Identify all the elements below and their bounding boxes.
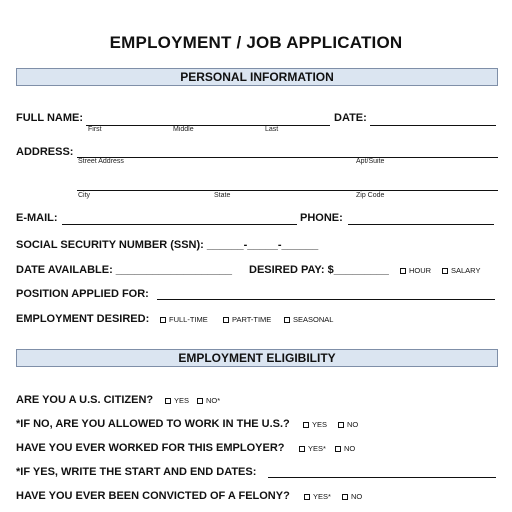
felony-no-checkbox[interactable] [342,494,348,500]
part-time-option[interactable] [223,315,271,324]
city-state-zip-field[interactable] [77,190,498,191]
work-auth-no-checkbox[interactable] [338,422,344,428]
citizen-yes-checkbox[interactable] [165,398,171,404]
start-end-dates-label: *IF YES, WRITE THE START AND END DATES: [16,466,257,478]
citizen-question: ARE YOU A U.S. CITIZEN? [16,394,154,406]
felony-yes-checkbox[interactable] [304,494,310,500]
felony-question: HAVE YOU EVER BEEN CONVICTED OF A FELONY? [16,490,290,502]
desired-pay-label[interactable]: DESIRED PAY: $_________ [249,264,389,276]
felony-yes-option[interactable] [304,492,331,501]
felony-yes-label: YES* [313,492,331,501]
work-auth-no-label: NO [347,420,359,429]
full-time-option-label: FULL-TIME [169,315,208,324]
seasonal-checkbox[interactable] [284,317,290,323]
position-label: POSITION APPLIED FOR: [16,288,149,300]
part-time-checkbox[interactable] [223,317,229,323]
citizen-no-checkbox[interactable] [197,398,203,404]
email-field[interactable] [62,224,297,225]
street-address-caption: Street Address [78,158,124,165]
salary-option[interactable] [442,266,480,275]
phone-field[interactable] [348,224,494,225]
felony-no-label: NO [351,492,363,501]
city-caption: City [78,192,91,199]
full-name-label: FULL NAME: [16,112,84,124]
state-caption: State [214,192,231,199]
salary-option-label: SALARY [451,266,481,275]
ssn-label[interactable]: SOCIAL SECURITY NUMBER (SSN): ______-_____-______ [16,239,319,251]
work-auth-yes-checkbox[interactable] [303,422,309,428]
street-address-field[interactable] [77,157,498,158]
salary-checkbox[interactable] [442,268,448,274]
section-header-personal: PERSONAL INFORMATION [16,68,498,86]
date-label: DATE: [334,112,367,124]
email-label: E-MAIL: [16,212,58,224]
worked-before-yes-label: YES* [308,444,326,453]
seasonal-option[interactable] [284,315,333,324]
date-available-label[interactable]: DATE AVAILABLE: ___________________ [16,264,233,276]
date-field[interactable] [370,125,496,126]
worked-before-no-option[interactable] [335,444,355,453]
citizen-no-option[interactable] [197,396,220,405]
hour-option[interactable] [400,266,431,275]
start-end-dates-field[interactable] [268,477,496,478]
work-auth-no-option[interactable] [338,420,358,429]
position-field[interactable] [157,299,495,300]
citizen-yes-option[interactable] [165,396,189,405]
last-name-caption: Last [265,126,279,133]
worked-before-yes-checkbox[interactable] [299,446,305,452]
middle-name-caption: Middle [173,126,194,133]
felony-no-option[interactable] [342,492,362,501]
worked-before-yes-option[interactable] [299,444,326,453]
work-authorization-question: *IF NO, ARE YOU ALLOWED TO WORK IN THE U.S.? [16,418,290,430]
first-name-caption: First [88,126,102,133]
worked-before-no-label: NO [344,444,356,453]
citizen-no-label: NO* [206,396,221,405]
employment-desired-label: EMPLOYMENT DESIRED: [16,313,150,325]
apt-suite-caption: Apt/Suite [356,158,385,165]
address-label: ADDRESS: [16,146,74,158]
worked-before-no-checkbox[interactable] [335,446,341,452]
phone-label: PHONE: [300,212,343,224]
zip-code-caption: Zip Code [356,192,385,199]
work-auth-yes-label: YES [312,420,328,429]
seasonal-option-label: SEASONAL [293,315,334,324]
full-time-checkbox[interactable] [160,317,166,323]
work-auth-yes-option[interactable] [303,420,327,429]
page-title: EMPLOYMENT / JOB APPLICATION [109,33,403,52]
hour-option-label: HOUR [409,266,432,275]
hour-checkbox[interactable] [400,268,406,274]
full-name-field[interactable] [86,125,330,126]
full-time-option[interactable] [160,315,208,324]
citizen-yes-label: YES [174,396,190,405]
section-header-eligibility: EMPLOYMENT ELIGIBILITY [16,349,498,367]
worked-before-question: HAVE YOU EVER WORKED FOR THIS EMPLOYER? [16,442,285,454]
part-time-option-label: PART-TIME [232,315,272,324]
